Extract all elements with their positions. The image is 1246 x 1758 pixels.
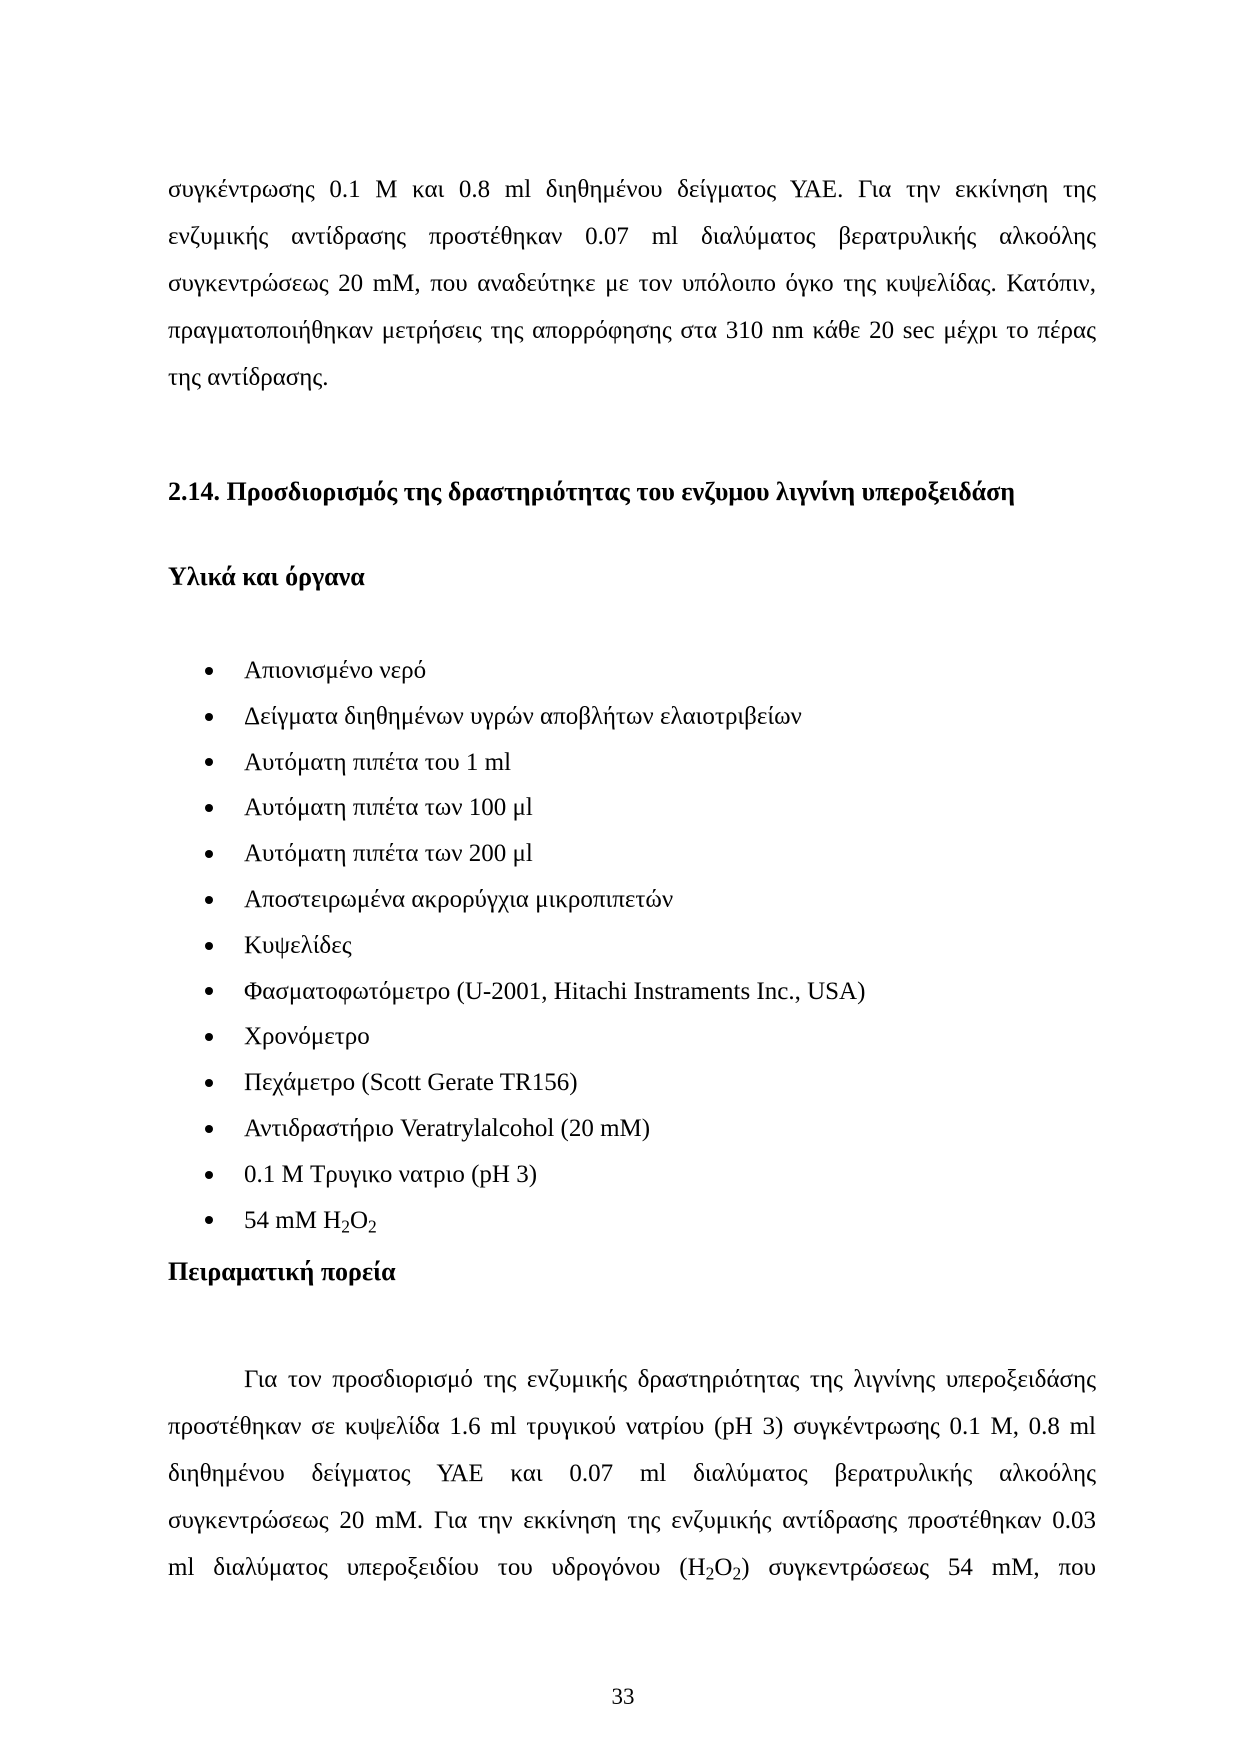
list-item	[168, 1014, 1068, 1060]
list-item	[168, 740, 1068, 786]
list-item	[168, 969, 1068, 1015]
list-item-text: Αυτόματη πιπέτα του 1 ml	[244, 748, 512, 776]
bullet-icon	[205, 1079, 213, 1087]
list-item	[168, 1106, 1068, 1152]
list-item-text: Χρονόμετρο	[244, 1023, 370, 1051]
list-item	[168, 877, 1068, 923]
list-item	[168, 694, 1068, 740]
list-item-text: 54 mM $H_2O_2$	[244, 1206, 377, 1236]
list-item	[168, 785, 1068, 831]
paragraph-line: συγκεντρώσεως 20 mM. Για την εκκίνηση της ενζυμικής αντίδρασης προστέθηκαν 0.03	[168, 1507, 1096, 1534]
bullet-icon	[205, 713, 213, 721]
list-item-text: Δείγματα διηθημένων υγρών αποβλήτων ελαιοτριβείων	[244, 702, 802, 730]
bullet-icon	[205, 1216, 213, 1224]
intro-paragraph	[168, 166, 1096, 401]
paragraph-line: προστέθηκαν σε κυψελίδα 1.6 ml τρυγικού νατρίου (pH 3) συγκέντρωσης 0.1 M, 0.8 ml	[168, 1413, 1096, 1440]
list-item-text: Κυψελίδες	[244, 931, 352, 959]
list-item	[168, 1198, 1068, 1244]
bullet-icon	[205, 667, 213, 675]
bullet-icon	[205, 804, 213, 812]
list-item-text: Αυτόματη πιπέτα των 200 μl	[244, 840, 533, 868]
list-item	[168, 1152, 1068, 1198]
paragraph-line: διηθημένου δείγματος ΥΑΕ και 0.07 ml διαλύματος βερατρυλικής αλκοόλης	[168, 1460, 1096, 1487]
section-number: 2.14.	[168, 477, 220, 506]
paragraph-line: συγκεντρώσεως 20 mM, που αναδεύτηκε με τον υπόλοιπο όγκο της κυψελίδας. Κατόπιν,	[168, 270, 1096, 297]
materials-heading: Υλικά και όργανα	[168, 562, 365, 591]
list-item-text: Απιονισμένο νερό	[244, 657, 427, 684]
list-item-text: Αντιδραστήριο Veratrylalcohol (20 mM)	[244, 1114, 651, 1142]
page-number: 33	[611, 1684, 635, 1709]
list-item-text: 0.1 M Τρυγικο νατριο (pH 3)	[244, 1160, 538, 1188]
paragraph-line: ml διαλύματος υπεροξειδίου του υδρογόνου $(H_2O_2)$ συγκεντρώσεως 54 mM, που	[168, 1554, 1096, 1584]
list-item-text: Φασματοφωτόμετρο (U-2001, Hitachi Instraments Inc., USA)	[244, 977, 866, 1005]
list-item	[168, 1060, 1068, 1106]
bullet-icon	[205, 987, 213, 995]
paragraph-line: Για τον προσδιορισμό της ενζυμικής δραστηριότητας της λιγνίνης υπεροξειδάσης	[244, 1366, 1096, 1393]
list-item	[168, 648, 1068, 694]
section-heading	[168, 476, 1015, 508]
list-item-text: Πεχάμετρο (Scott Gerate TR156)	[244, 1069, 578, 1097]
bullet-icon	[205, 758, 213, 766]
list-item	[168, 923, 1068, 969]
list-item-text: Αποστειρωμένα ακρορύγχια μικροπιπετών	[244, 885, 674, 913]
paragraph-line: ενζυμικής αντίδρασης προστέθηκαν 0.07 ml διαλύματος βερατρυλικής αλκοόλης	[168, 223, 1096, 250]
bullet-icon	[205, 942, 213, 950]
bullet-icon	[205, 1125, 213, 1133]
bullet-icon	[205, 896, 213, 904]
paragraph-line: συγκέντρωσης 0.1 Μ και 0.8 ml διηθημένου δείγματος ΥΑΕ. Για την εκκίνηση της	[168, 176, 1096, 203]
list-item-text: Αυτόματη πιπέτα των 100 μl	[244, 794, 533, 822]
paragraph-line: πραγματοποιήθηκαν μετρήσεις της απορρόφησης στα 310 nm κάθε 20 sec μέχρι το πέρας	[168, 317, 1096, 344]
bullet-icon	[205, 1033, 213, 1041]
procedure-heading: Πειραματική πορεία	[168, 1257, 396, 1286]
bullet-icon	[205, 850, 213, 858]
list-item	[168, 831, 1068, 877]
procedure-paragraph	[168, 1356, 1096, 1591]
bullet-icon	[205, 1171, 213, 1179]
materials-list	[168, 648, 1068, 1243]
section-title: Προσδιορισμός της δραστηριότητας του ενζυμου λιγνίνη υπεροξειδάση	[226, 477, 1016, 506]
paragraph-line: της αντίδρασης.	[168, 364, 329, 391]
